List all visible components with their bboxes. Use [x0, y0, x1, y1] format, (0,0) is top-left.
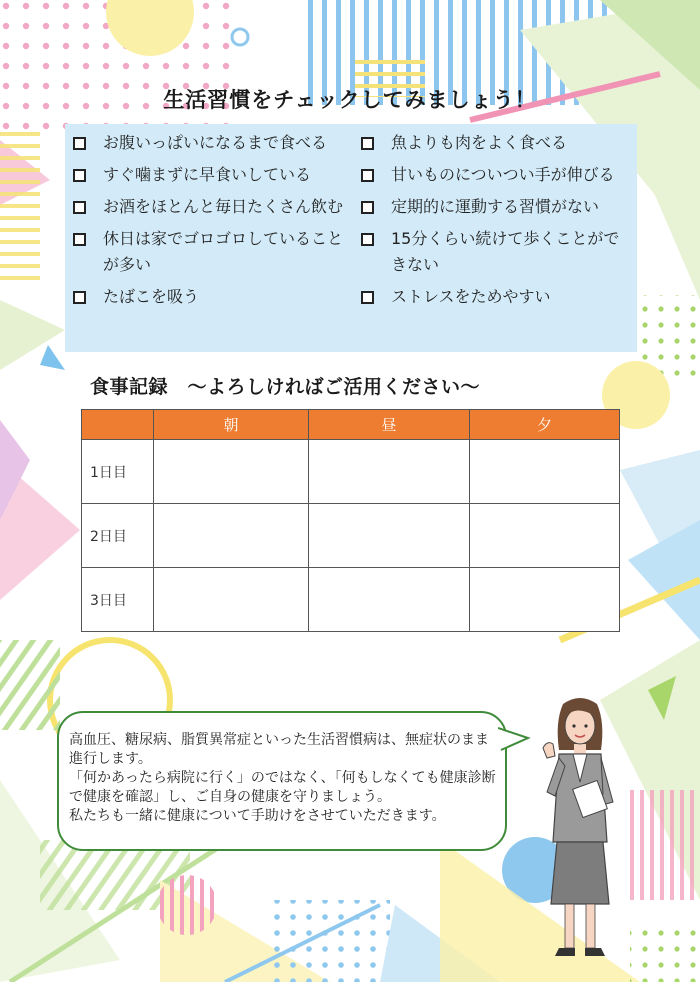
checklist-item-label: 休日は家でゴロゴロしていることが多い	[103, 229, 344, 274]
checklist-item-label: ストレスをためやすい	[391, 287, 551, 306]
speech-bubble	[57, 711, 507, 851]
checklist-item-label: お腹いっぱいになるまで食べる	[103, 133, 328, 152]
header-cell-dinner: 夕	[470, 410, 620, 440]
checklist-item-label: 定期的に運動する習慣がない	[391, 197, 600, 216]
checklist-item[interactable]	[73, 226, 358, 278]
checklist-item[interactable]	[73, 284, 358, 310]
checkbox[interactable]	[73, 233, 86, 246]
meal-cell-breakfast[interactable]	[154, 504, 309, 568]
header-cell-blank	[82, 410, 154, 440]
checklist-item[interactable]	[361, 194, 631, 220]
meal-cell-dinner[interactable]	[470, 568, 620, 632]
day-label: 3日目	[82, 568, 154, 632]
meal-cell-breakfast[interactable]	[154, 568, 309, 632]
message-paragraph: 私たちも一緒に健康について手助けをさせていただきます。	[69, 808, 446, 824]
day-label: 2日目	[82, 504, 154, 568]
table-row	[82, 440, 620, 504]
checklist-panel	[65, 124, 637, 352]
checklist-item[interactable]	[73, 162, 358, 188]
message-text	[69, 731, 501, 826]
checkbox[interactable]	[73, 291, 86, 304]
checklist-item[interactable]	[361, 162, 631, 188]
checklist-item[interactable]	[361, 226, 631, 278]
checklist-item[interactable]	[361, 130, 631, 156]
day-label: 1日目	[82, 440, 154, 504]
table-row	[82, 568, 620, 632]
woman-illustration	[525, 692, 635, 962]
meal-cell-dinner[interactable]	[470, 440, 620, 504]
checklist-item[interactable]	[73, 194, 358, 220]
checklist-right-column	[361, 130, 631, 316]
checkbox[interactable]	[73, 169, 86, 182]
meal-record-table	[81, 409, 620, 632]
meal-cell-breakfast[interactable]	[154, 440, 309, 504]
checklist-title: 生活習慣をチェックしてみましょう！	[163, 88, 537, 112]
checkbox[interactable]	[361, 201, 374, 214]
meal-cell-lunch[interactable]	[309, 504, 470, 568]
message-paragraph: 「何かあったら病院に行く」のではなく、「何もしなくても健康診断で健康を確認」し、ご自身の健康を守りましょう。	[69, 770, 496, 805]
checklist-item-label: 魚よりも肉をよく食べる	[391, 133, 568, 152]
meal-cell-lunch[interactable]	[309, 440, 470, 504]
checkbox[interactable]	[73, 137, 86, 150]
checkbox[interactable]	[361, 233, 374, 246]
meal-cell-dinner[interactable]	[470, 504, 620, 568]
table-row	[82, 504, 620, 568]
checklist-left-column	[73, 130, 358, 316]
checklist-item-label: 甘いものについつい手が伸びる	[391, 165, 615, 184]
checklist-item[interactable]	[361, 284, 631, 310]
meal-cell-lunch[interactable]	[309, 568, 470, 632]
table-header-row	[82, 410, 620, 440]
checklist-item-label: たばこを吸う	[103, 287, 200, 306]
checklist-item-label: 15分くらい続けて歩くことができない	[391, 229, 620, 274]
header-cell-breakfast: 朝	[154, 410, 309, 440]
checkbox[interactable]	[361, 291, 374, 304]
checkbox[interactable]	[361, 169, 374, 182]
checkbox[interactable]	[73, 201, 86, 214]
checklist-item[interactable]	[73, 130, 358, 156]
checkbox[interactable]	[361, 137, 374, 150]
message-paragraph: 高血圧、糖尿病、脂質異常症といった生活習慣病は、無症状のまま進行します。	[69, 732, 489, 767]
checklist-item-label: すぐ噛まずに早食いしている	[103, 165, 312, 184]
checklist-item-label: お酒をほとんと毎日たくさん飲む	[103, 197, 344, 216]
meal-record-title: 食事記録 ～よろしければご活用ください～	[90, 376, 481, 398]
speech-bubble-tail	[498, 724, 534, 764]
header-cell-lunch: 昼	[309, 410, 470, 440]
